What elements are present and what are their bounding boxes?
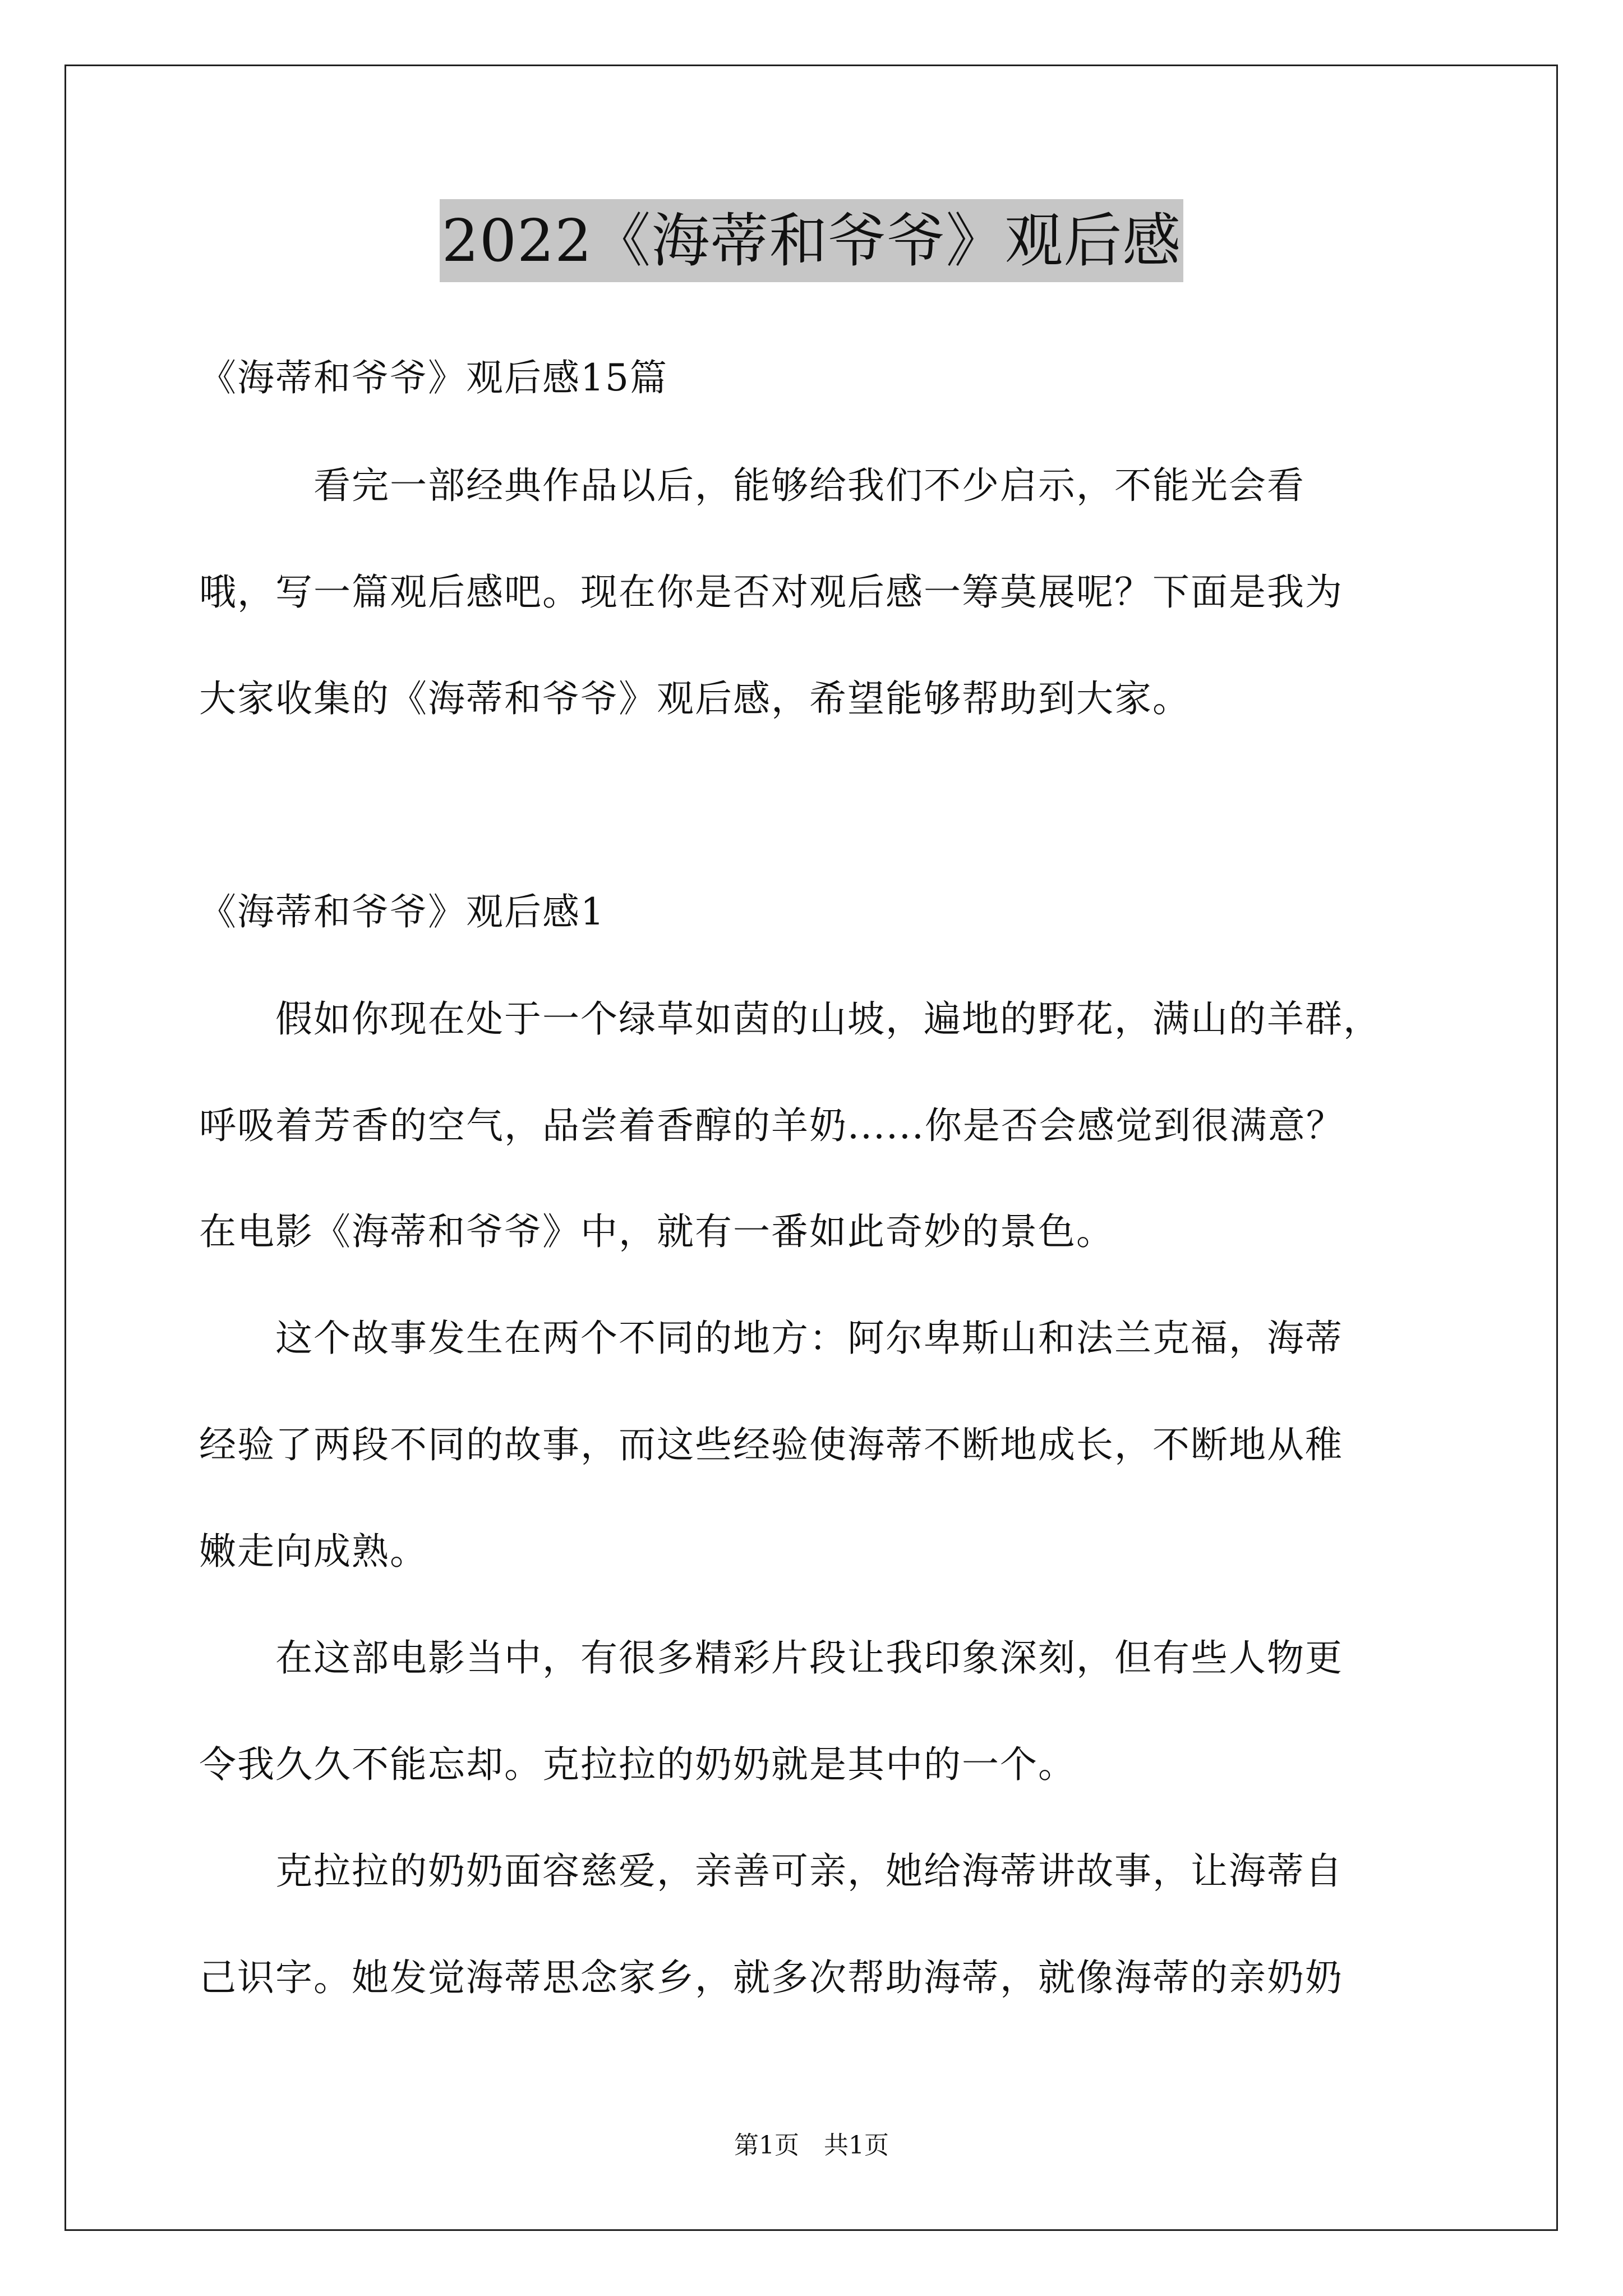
body-line-8: 令我久久不能忘却。克拉拉的奶奶就是其中的一个。 bbox=[199, 1743, 1076, 1786]
section-heading: 《海蒂和爷爷》观后感1 bbox=[199, 890, 605, 933]
body-line-4: 这个故事发生在两个不同的地方：阿尔卑斯山和法兰克福，海蒂 bbox=[199, 1317, 1343, 1360]
body-line-9: 克拉拉的奶奶面容慈爱，亲善可亲，她给海蒂讲故事，让海蒂自 bbox=[199, 1849, 1343, 1893]
body-line-3: 在电影《海蒂和爷爷》中，就有一番如此奇妙的景色。 bbox=[199, 1210, 1114, 1253]
intro-line-2: 哦，写一篇观后感吧。现在你是否对观后感一筹莫展呢？下面是我为 bbox=[199, 570, 1343, 614]
body-line-5: 经验了两段不同的故事，而这些经验使海蒂不断地成长，不断地从稚 bbox=[199, 1423, 1343, 1466]
document-subtitle: 《海蒂和爷爷》观后感15篇 bbox=[199, 356, 668, 399]
body-line-10: 己识字。她发觉海蒂思念家乡，就多次帮助海蒂，就像海蒂的亲奶奶 bbox=[199, 1956, 1343, 1999]
document-title: 2022《海蒂和爷爷》观后感 bbox=[440, 199, 1184, 282]
page-footer: 第1页 共1页 bbox=[734, 2131, 889, 2160]
intro-line-1: 看完一部经典作品以后，能够给我们不少启示，不能光会看 bbox=[199, 464, 1305, 507]
title-container bbox=[0, 199, 1623, 282]
body-line-1: 假如你现在处于一个绿草如茵的山坡，遍地的野花，满山的羊群， bbox=[199, 997, 1381, 1041]
intro-line-3: 大家收集的《海蒂和爷爷》观后感，希望能够帮助到大家。 bbox=[199, 677, 1191, 720]
body-line-7: 在这部电影当中，有很多精彩片段让我印象深刻，但有些人物更 bbox=[199, 1636, 1343, 1680]
body-line-2: 呼吸着芳香的空气，品尝着香醇的羊奶......你是否会感觉到很满意？ bbox=[199, 1104, 1344, 1147]
body-line-6: 嫩走向成熟。 bbox=[199, 1530, 428, 1573]
